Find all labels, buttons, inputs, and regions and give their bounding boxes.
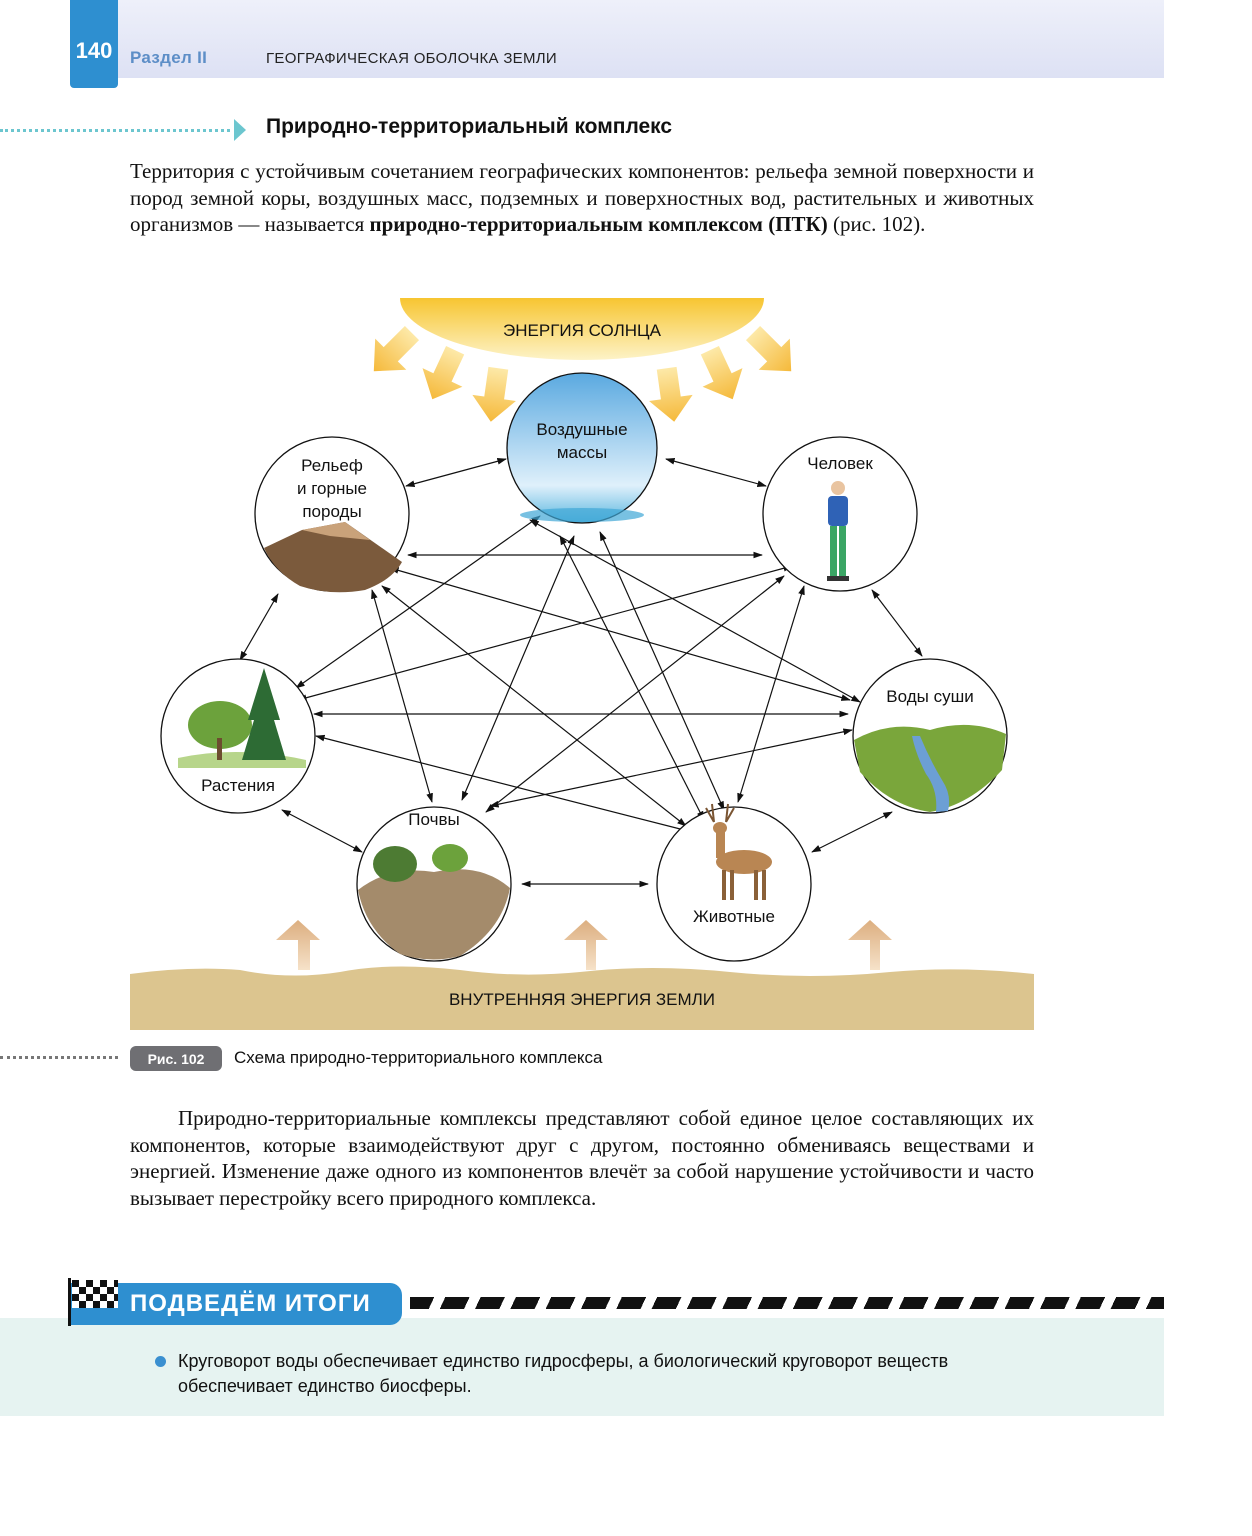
relief-label-1: Рельеф: [301, 456, 363, 475]
summary-item: Круговорот воды обеспечивает единство гидросферы, а биологический круговорот веществ обеспечивает единство биосферы.: [178, 1351, 949, 1396]
earth-label: ВНУТРЕННЯЯ ЭНЕРГИЯ ЗЕМЛИ: [448, 990, 716, 1009]
sun-label: ЭНЕРГИЯ СОЛНЦА: [503, 321, 661, 340]
page-header: [70, 0, 1164, 78]
human-label: Человек: [807, 454, 873, 473]
node-soils: [357, 807, 511, 961]
soils-label: Почвы: [408, 810, 460, 829]
animals-label: Животные: [693, 907, 775, 926]
ptk-diagram: [130, 290, 1034, 1032]
chapter-title: ГЕОГРАФИЧЕСКАЯ ОБОЛОЧКА ЗЕМЛИ: [266, 50, 558, 67]
body-paragraph: Природно-территориальные комплексы представляют собой единое целое составляющих их компонентов, которые взаимодействуют друг с другом, постоянно обмениваясь веществами и энергией. Изменение даже одного из компонентов влечёт за собой нарушение устойчивости и часто вызывает перестройку всего природного комплекса.: [130, 1106, 1034, 1210]
page-number: 140: [70, 0, 118, 88]
figure-caption: Схема природно-территориального комплекса: [234, 1048, 603, 1067]
summary-stripes: [410, 1297, 1164, 1309]
term-bold: природно-территориальным комплексом (ПТК): [369, 212, 828, 236]
relief-label-2: и горные: [296, 479, 368, 498]
node-relief: [255, 437, 409, 592]
node-animals: [657, 804, 811, 961]
air-label-2: массы: [556, 443, 608, 462]
earth-energy-arrows: [276, 920, 892, 970]
node-air-masses: [507, 373, 657, 523]
heading-dotted-rule: [0, 129, 230, 132]
figure-badge: Рис. 102: [130, 1046, 222, 1071]
intro-tail: (рис. 102).: [827, 212, 926, 236]
caption-dotted-rule: [0, 1056, 118, 1059]
checkered-flag-icon: [68, 1278, 120, 1326]
intro-text: Территория с устойчивым сочетанием географических компонентов: рельефа земной поверхности и пород земной коры, воздушных масс, подземных и поверхностных вод, растительных и животных организмов — называется: [130, 159, 1034, 236]
air-label-1: Воздушные: [536, 420, 628, 439]
node-plants: [161, 659, 315, 813]
heading-arrow-icon: [234, 119, 246, 141]
water-label: Воды суши: [886, 687, 974, 706]
summary-title: ПОДВЕДЁМ ИТОГИ: [130, 1290, 371, 1317]
intro-paragraph: [130, 158, 1034, 238]
section-heading: Природно-территориальный комплекс: [266, 115, 673, 138]
plants-label: Растения: [201, 776, 275, 795]
section-label: Раздел II: [130, 48, 208, 67]
node-human: [763, 437, 917, 591]
relief-label-3: породы: [302, 502, 362, 521]
bullet-icon: [155, 1356, 166, 1367]
node-land-waters: [853, 659, 1007, 813]
